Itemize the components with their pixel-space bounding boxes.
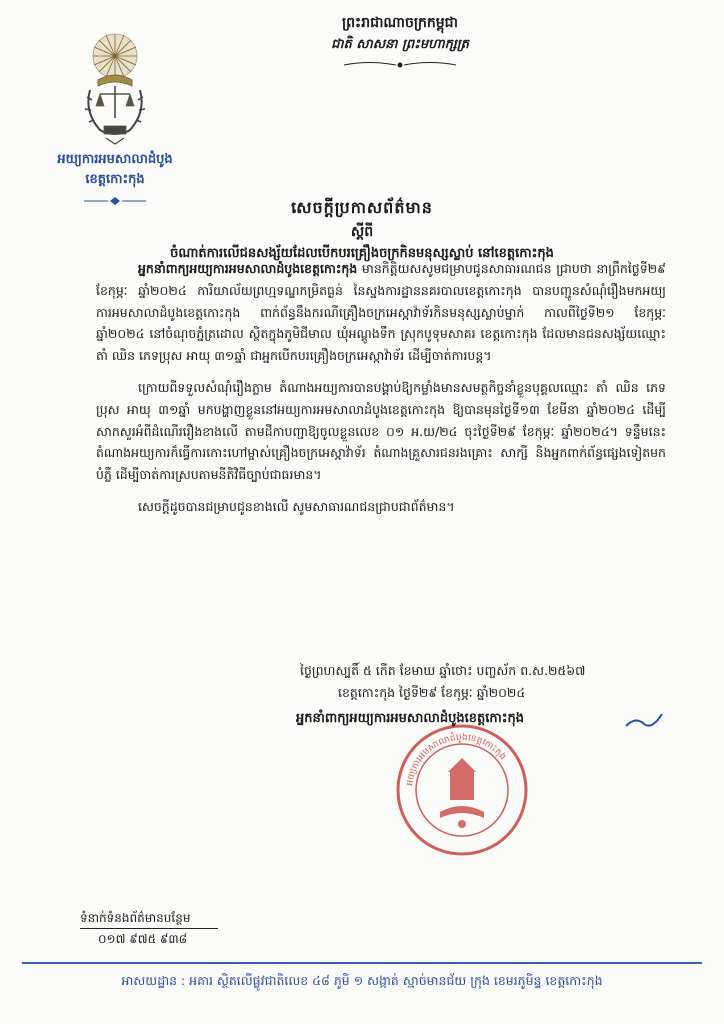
national-motto: ជាតិ សាសនា ព្រះមហាក្សត្រ: [331, 37, 469, 52]
title-subject: ចំណាត់ការលើជនសង្ស័យដែលបើកបរគ្រឿងចក្រកិនមនុស្សស្លាប់ នៅខេត្តកោះកុង: [170, 246, 554, 261]
ministry-name: [22, 150, 208, 190]
official-seal-stamp: [392, 720, 532, 860]
lunar-date: ថ្ងៃព្រហស្បតិ៍ ៥ កើត ខែមាឃ ឆ្នាំថោះ បញ្ចស័ក ព.ស.២៥៦៧: [300, 663, 586, 678]
contact-info: [80, 908, 280, 949]
paragraph-1: [96, 258, 666, 367]
paragraph-1-text: មានកិត្តិយសសូមជម្រាបជូនសាធារណជន ជ្រាបថា នាព្រឹកថ្ងៃទី២៩ ខែកុម្ភៈ ឆ្នាំ២០២៤ ការិយាល័យព្រហ្មទណ្ឌកម្រិតធ្ងន់ នៃស្នងការដ្ឋាននគរបាលខេត្តកោះកុង បានបញ្ជូនសំណុំរឿងមកអយ្យការអមសាលាដំបូងខេត្តកោះកុង ពាក់ព័ន្ធនឹងករណីគ្រឿងចក្រអេស្កាវ៉ាទ័រកិនមនុស្សស្លាប់ម្នាក់ កាលពីថ្ងៃទី២១ ខែកុម្ភៈ ឆ្នាំ២០២៤ នៅចំណុចភ្នំត្រដោល ស្ថិតក្នុងភូមិជីមាល ឃុំអណ្តូងទឹក ស្រុកបូទុមសាគរ ខេត្តកោះកុង ដែលមានជនសង្ស័យឈ្មោះ តាំ ឈិន ភេទប្រុស អាយុ ៣១ឆ្នាំ ជាអ្នកបើកបរគ្រឿងចក្រអេស្កាវ៉ាទ័រ ដើម្បីចាត់ការបន្ត។: [96, 261, 666, 364]
footer-address: អាសយដ្ឋាន : អគារ ស្ថិតលើផ្លូវជាតិលេខ ៤៨ ភូមិ ១ សង្កាត់ ស្មាច់មានជ័យ ក្រុង ខេមរភូមិន្ទ ខេត្តកោះកុង: [121, 973, 603, 988]
footer-divider: [22, 962, 702, 964]
paragraph-3: សេចក្តីដូចបានជម្រាបជូនខាងលើ សូមសាធារណជនជ្រាបជាព័ត៌មាន។: [138, 498, 455, 514]
signature-mark-icon: [624, 712, 664, 730]
ministry-name-line2: ខេត្តកោះកុង: [85, 172, 145, 187]
paragraph-2: ក្រោយពីទទួលសំណុំរឿងភ្លាម តំណាងអយ្យការបានបង្គាប់ឱ្យកម្លាំងមានសមត្ថកិច្ចនាំខ្លួនបុគ្គលឈ្មោះ តាំ ឈិន ភេទប្រុស អាយុ ៣១ឆ្នាំ មកបង្ហាញខ្លួននៅអយ្យការអមសាលាដំបូងខេត្តកោះកុង ឱ្យបានមុនថ្ងៃទី១៣ ខែមីនា ឆ្នាំ២០២៤ ដើម្បីសាកសួរអំពីដំណើររឿងខាងលើ តាមដីកាបញ្ជាឱ្យចូលខ្លួនលេខ ០១ អ.យ/២៤ ចុះថ្ងៃទី២៩ ខែកុម្ភៈ ឆ្នាំ២០២៤។ ទន្ទឹមនេះ តំណាងអយ្យការក៏ធ្វើការកោះហៅម្ចាស់គ្រឿងចក្រអេស្កាវ៉ាទ័រ តំណាងគ្រួសារជនរងគ្រោះ សាក្សី និងអ្នកពាក់ព័ន្ធផ្សេងទៀតមកបំភ្លឺ ដើម្បីចាត់ការស្របតាមនីតិវិធីច្បាប់ជាធរមាន។: [96, 379, 666, 483]
kingdom-header: [250, 12, 550, 56]
contact-label: ទំនាក់ទំនងព័ត៌មានបន្ថែម: [80, 908, 218, 929]
title-about: ស្តីពី: [350, 224, 374, 240]
svg-text:អយ្យការអមសាលាដំបូងខេត្តកោះកុង: អយ្យការអមសាលាដំបូងខេត្តកោះកុង: [405, 732, 508, 787]
solar-date: ខេត្តកោះកុង ថ្ងៃទី២៩ ខែកុម្ភៈ ឆ្នាំ២០២៤: [338, 685, 526, 700]
title-main: សេចក្តីប្រកាសព័ត៌មាន: [291, 198, 433, 217]
contact-phone: ០១៧ ៩៧៥ ៩៣៨: [98, 932, 188, 946]
paragraph-1-lead: អ្នកនាំពាក្យអយ្យការអមសាលាដំបូងខេត្តកោះកុង: [138, 261, 358, 276]
document-body: [96, 258, 666, 528]
signatory-title: អ្នកនាំពាក្យអយ្យការអមសាលាដំបូងខេត្តកោះកុង: [296, 711, 525, 726]
document-title: [40, 195, 684, 265]
kingdom-name: ព្រះរាជាណាចក្រកម្ពុជា: [341, 15, 458, 31]
ministry-emblem-icon: [76, 30, 154, 148]
kingdom-divider-icon: [340, 60, 460, 70]
date-block: [300, 660, 680, 704]
ministry-name-line1: អយ្យការអមសាលាដំបូង: [57, 152, 173, 167]
